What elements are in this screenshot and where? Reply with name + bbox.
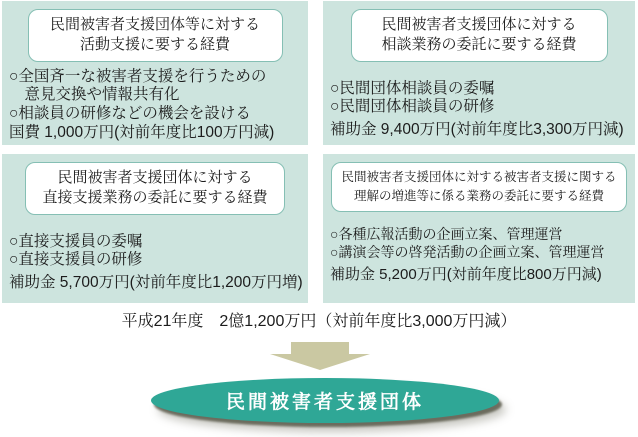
panel-header-line: 活動支援に要する経費	[79, 36, 230, 54]
panel-understanding-promotion	[323, 154, 635, 303]
panel-amount-line: 補助金 5,700万円(対前年度比1,200万円増)	[9, 274, 303, 292]
panel-body-line: ○各種広報活動の企画立案、管理運営	[330, 225, 563, 242]
panel-body-line: ○民間団体相談員の委嘱	[330, 79, 495, 97]
panel-activity-support	[2, 1, 308, 145]
panel-header-line: 相談業務の委託に要する経費	[381, 36, 577, 54]
panel-body-line: 意見交換や情報共有化	[9, 86, 180, 104]
target-ellipse	[151, 378, 499, 423]
panel-body-line: ○全国斉一な被害者支援を行うための	[9, 67, 267, 85]
panel-body	[2, 62, 308, 144]
panel-direct-support-outsourcing	[2, 154, 308, 303]
fiscal-year-total-text: 平成21年度 2億1,200万円（対前年度比3,000万円減）	[121, 313, 517, 330]
panel-body	[323, 212, 635, 285]
panel-body-line: ○直接支援員の研修	[9, 251, 143, 269]
panel-consultation-outsourcing	[323, 1, 635, 145]
panel-amount-line: 国費 1,000万円(対前年度比100万円減)	[9, 124, 275, 142]
panel-body-line: ○民間団体相談員の研修	[330, 98, 495, 116]
panel-amount-line: 補助金 5,200万円(対前年度比800万円減)	[330, 265, 602, 283]
panel-body-line: ○直接支援員の委嘱	[9, 232, 143, 250]
panel-header-box	[28, 9, 283, 62]
panel-header-line: 民間被害者支援団体に対する	[57, 169, 253, 186]
panel-header-line: 直接支援業務の委託に要する経費	[42, 189, 268, 207]
panel-header-line: 民間被害者支援団体に対する	[381, 16, 577, 33]
panel-body	[2, 215, 308, 294]
panel-header-line: 民間被害者支援団体等に対する	[49, 16, 260, 33]
panel-header-box	[25, 162, 285, 215]
target-ellipse-label: 民間被害者支援団体	[225, 392, 424, 413]
panel-header-line: 民間被害者支援団体に対する被害者支援に関する	[341, 170, 617, 184]
block-arrow-down-icon	[270, 342, 370, 370]
panel-amount-line: 補助金 9,400万円(対前年度比3,300万円減)	[330, 121, 624, 139]
panel-header-box	[331, 162, 627, 212]
panel-header-box	[351, 9, 608, 62]
panel-header-line: 理解の増進等に係る業務の委託に要する経費	[353, 188, 604, 203]
panel-body-line: ○相談員の研修などの機会を設ける	[9, 105, 251, 123]
panel-body	[323, 62, 635, 141]
panel-body-line: ○講演会等の啓発活動の企画立案、管理運営	[330, 243, 605, 260]
